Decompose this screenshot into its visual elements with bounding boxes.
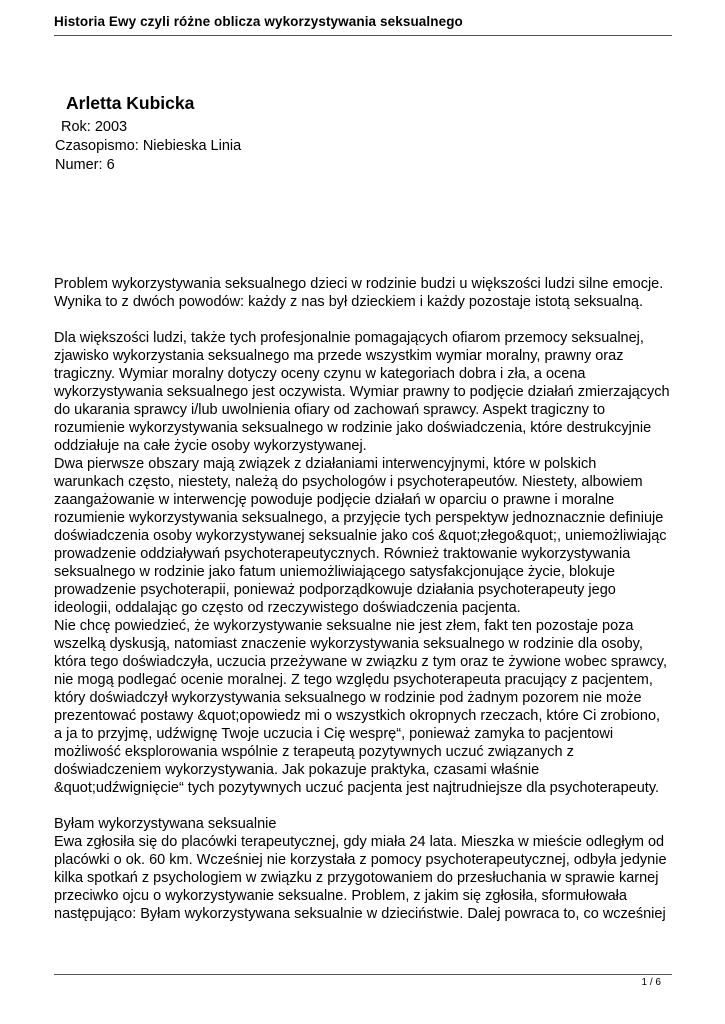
text-line: warunkach często, niestety, należą do psychologów i psychoterapeutów. Niestety, albowiem bbox=[54, 474, 643, 490]
paragraph-main bbox=[54, 329, 680, 797]
text-line: zaangażowanie w interwencję powoduje podjęcie działań w oparciu o prawne i moralne bbox=[54, 492, 615, 508]
text-line: przeciwko ojcu o wykorzystywanie seksualne. Problem, z jakim się zgłosiła, sformułowała bbox=[54, 888, 627, 904]
text-line: Problem wykorzystywania seksualnego dzieci w rodzinie budzi u większości ludzi silne emocje. bbox=[54, 276, 664, 292]
text-line: prowadzenie oddziaływań psychoterapeutycznych. Również traktowanie wykorzystywania bbox=[54, 546, 631, 562]
text-line: Wynika to z dwóch powodów: każdy z nas był dzieckiem i każdy pozostaje istotą seksualną. bbox=[54, 294, 644, 310]
issue-number: Numer: 6 bbox=[55, 157, 115, 173]
text-line: która tego doświadczyła, uczucia przeżywane w związku z tym oraz te żywione wobec sprawcy, bbox=[54, 654, 668, 670]
text-line: następująco: Byłam wykorzystywana seksualnie w dzieciństwie. Dalej powraca to, co wcześniej bbox=[54, 906, 666, 922]
text-line: rozumienie wykorzystywania seksualnego w rodzinie jako doświadczenia, które destrukcyjnie bbox=[54, 420, 652, 436]
article-metadata bbox=[55, 93, 455, 175]
paragraph-gap bbox=[54, 797, 680, 815]
text-line: a ja to przyjmę, udźwignę Twoje uczucia i Cię wesprę“, ponieważ zamyka to pacjentowi bbox=[54, 726, 614, 742]
text-line: zjawisko wykorzystania seksualnego ma przede wszystkim wymiar moralny, prawny oraz bbox=[54, 348, 624, 364]
text-line: placówki o ok. 60 km. Wcześniej nie korzystała z pomocy psychoterapeutycznej, odbyła jedynie bbox=[54, 852, 667, 868]
text-line: Dla większości ludzi, także tych profesjonalnie pomagających ofiarom przemocy seksualnej, bbox=[54, 330, 644, 346]
text-line: doświadczenia osoby wykorzystywanej seksualnie jako coś &quot;złego&quot;, uniemożliwiając bbox=[54, 528, 667, 544]
document-header-title: Historia Ewy czyli różne oblicza wykorzystywania seksualnego bbox=[54, 14, 463, 29]
text-line: Dwa pierwsze obszary mają związek z działaniami interwencyjnymi, które w polskich bbox=[54, 456, 597, 472]
section-heading: Byłam wykorzystywana seksualnie bbox=[54, 816, 277, 832]
text-line: prowadzenie psychoterapii, ponieważ podporządkowuje działania psychoterapeuty jego bbox=[54, 582, 616, 598]
text-line: doświadczeniem wykorzystywania. Jak pokazuje praktyka, czasami właśnie bbox=[54, 762, 540, 778]
article-body bbox=[54, 275, 680, 923]
text-line: wszelką dyskusją, natomiast znaczenie wykorzystywania seksualnego w rodzinie dla osoby, bbox=[54, 636, 643, 652]
text-line: tragiczny. Wymiar moralny dotyczy oceny czynu w kategoriach dobra i zła, a ocena bbox=[54, 366, 586, 382]
magazine-name: Czasopismo: Niebieska Linia bbox=[55, 138, 242, 154]
header-divider bbox=[54, 35, 672, 36]
publication-year: Rok: 2003 bbox=[61, 119, 128, 135]
text-line: do ukarania sprawcy i/lub uwolnienia ofiary od zachowań sprawcy. Aspekt tragiczny to bbox=[54, 402, 606, 418]
text-line: nie mogą podlegać ocenie moralnej. Z tego względu psychoterapeuta pracujący z pacjentem, bbox=[54, 672, 653, 688]
text-line: wykorzystywania seksualnego jest oczywista. Wymiar prawny to podjęcie działań zmierzających bbox=[54, 384, 670, 400]
author-name: Arletta Kubicka bbox=[66, 93, 195, 113]
text-line: kilka spotkań z psychologiem w związku z przygotowaniem do przesłuchania w sprawie karnej bbox=[54, 870, 659, 886]
text-line: oddziałuje na całe życie osoby wykorzystywanej. bbox=[54, 438, 367, 454]
footer-divider bbox=[54, 974, 672, 975]
text-line: ideologii, oddalając go często od rzeczywistego doświadczenia pacjenta. bbox=[54, 600, 521, 616]
text-line: możliwość eksplorowania wspólnie z terapeutą pozytywnych uczuć związanych z bbox=[54, 744, 574, 760]
text-line: Nie chcę powiedzieć, że wykorzystywanie seksualne nie jest złem, fakt ten pozostaje poza bbox=[54, 618, 634, 634]
text-line: &quot;udźwignięcie“ tych pozytywnych uczuć pacjenta jest najtrudniejsze dla psychoterapeuty. bbox=[54, 780, 660, 796]
page-number: 1 / 6 bbox=[641, 977, 661, 988]
text-line: prezentować postawy &quot;opowiedz mi o wszystkich okropnych rzeczach, które Ci zrobiono, bbox=[54, 708, 661, 724]
paragraph-intro bbox=[54, 275, 680, 311]
text-line: Ewa zgłosiła się do placówki terapeutycznej, gdy miała 24 lata. Mieszka w mieście odległym od bbox=[54, 834, 665, 850]
paragraph-gap bbox=[54, 311, 680, 329]
paragraph-case bbox=[54, 815, 680, 923]
text-line: rozumienie wykorzystywania seksualnego, a przyjęcie tych perspektyw jednoznacznie definiuje bbox=[54, 510, 664, 526]
text-line: seksualnego w rodzinie jako fatum uniemożliwiającego satysfakcjonujące życie, blokuje bbox=[54, 564, 615, 580]
text-line: który doświadczył wykorzystywania seksualnego w rodzinie pod żadnym pozorem nie może bbox=[54, 690, 642, 706]
